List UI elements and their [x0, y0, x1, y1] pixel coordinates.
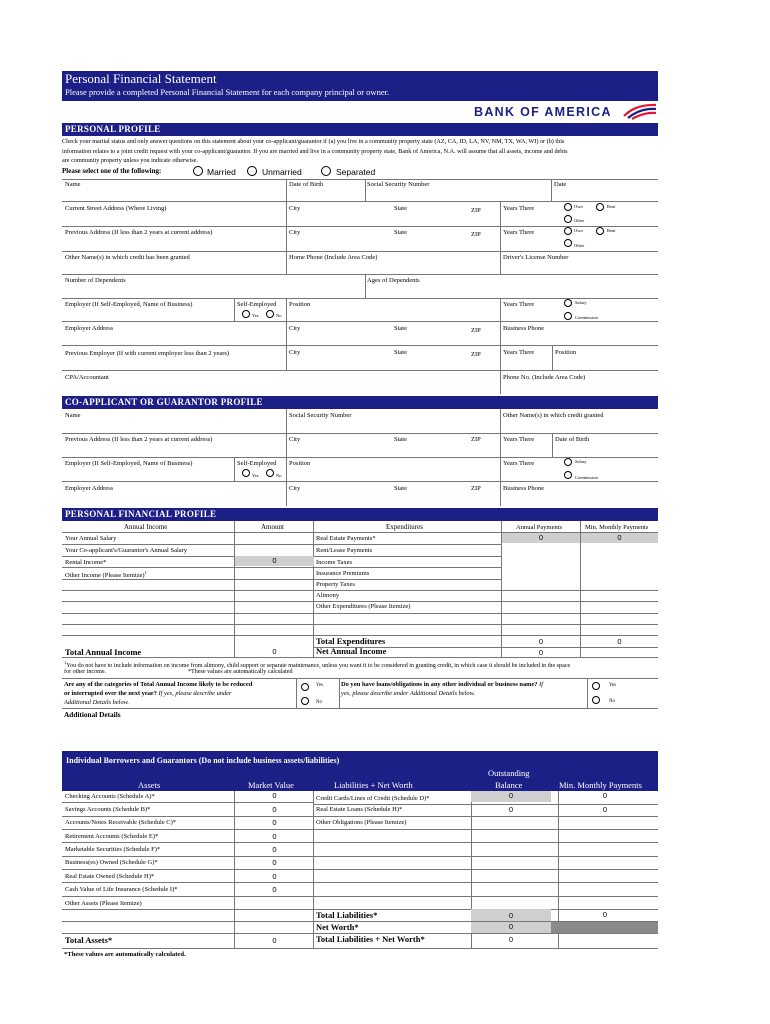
- expense-row-alimony: Alimony: [316, 592, 340, 599]
- coapp-name-label: Name: [65, 412, 81, 419]
- q1-line-1: Are any of the categories of Total Annual Income likely to be reduced: [64, 681, 253, 688]
- asset-other: Other Assets (Please Itemize): [65, 900, 142, 907]
- expenditures-header: Expenditures: [386, 523, 423, 531]
- current-zip-label: ZIP: [471, 207, 481, 214]
- rental-value: 0: [272, 556, 277, 565]
- prev-employer-years-label: Years There: [503, 349, 535, 356]
- q2-line-1: [341, 681, 543, 688]
- financial-profile-header: PERSONAL FINANCIAL PROFILE: [62, 508, 658, 521]
- q2-yes-label: Yes: [609, 683, 616, 688]
- total-exp-annual: 0: [538, 637, 544, 646]
- asset-retirement: Retirement Accounts (Schedule E)*: [65, 833, 159, 840]
- additional-details-label: Additional Details: [64, 710, 121, 719]
- liab-other: Other Obligations (Please Itemize): [316, 819, 407, 826]
- income-row-rental: Rental Income*: [65, 559, 107, 566]
- previous-employer-label: Previous Employer (If with current employer less than 2 years): [65, 350, 230, 357]
- coapp-zip-label: ZIP: [471, 436, 481, 443]
- prev-rent-label: Rent: [607, 228, 616, 233]
- liab-credit-cards: Credit Cards/Lines of Credit (Schedule D)*: [316, 795, 430, 802]
- form-header: [62, 71, 658, 101]
- intro-line-2: information relates to a joint credit request with your co-applicant/guarantor. If you are married and live in a community property state, Bank of America, N.A. will assume that all assets, income and debts: [62, 148, 568, 155]
- coapp-position-label: Position: [289, 460, 311, 467]
- coapp-self-employed-yes-radio[interactable]: [242, 469, 250, 477]
- tl-min: 0: [602, 910, 608, 919]
- total-assets-label: Total Assets*: [65, 935, 113, 945]
- coapp-city-label: City: [289, 436, 301, 443]
- prev-other-radio[interactable]: [564, 239, 572, 247]
- unmarried-label: Unmarried: [262, 167, 302, 177]
- asset-real-estate: Real Estate Owned (Schedule H)*: [65, 873, 155, 880]
- current-city-label: City: [289, 205, 301, 212]
- previous-zip-label: ZIP: [471, 231, 481, 238]
- q2-line-2: yes, please describe under Additional Details below.: [341, 690, 475, 697]
- asset-checking: Checking Accounts (Schedule A)*: [65, 793, 155, 800]
- personal-profile-header: PERSONAL PROFILE: [62, 123, 658, 136]
- form-subtitle: Please provide a completed Personal Financial Statement for each company principal or owner.: [65, 87, 390, 97]
- coapp-other-names-label: Other Name(s) in which credit granted: [503, 412, 604, 419]
- income-row-salary: Your Annual Salary: [65, 535, 117, 542]
- coapp-prev-address-label: Previous Address (If less than 2 years at current address): [65, 436, 213, 443]
- total-liabilities-label: Total Liabilities*: [316, 910, 378, 920]
- asset-savings: Savings Accounts (Schedule B)*: [65, 806, 151, 813]
- intro-line-1: Check your marital status and only answer questions on this statement about your co-applicant/guarantor if (a) you live in a community property state (AZ, CA, ID, LA, NV, NM, TX, WA, WI) or (b) this: [62, 138, 565, 145]
- q1-line-2-italic: If yes, please describe under: [156, 690, 232, 697]
- previous-state-label: State: [394, 229, 407, 236]
- prev-employer-city-label: City: [289, 349, 301, 356]
- net-worth-label: Net Worth*: [316, 922, 359, 932]
- home-phone-label: Home Phone (Include Area Code): [289, 254, 378, 261]
- assets-header: Assets: [138, 780, 161, 790]
- other-label: Other: [574, 218, 585, 223]
- coapp-salary-label: Salary: [575, 459, 587, 464]
- dependents-label: Number of Dependents: [65, 277, 126, 284]
- liab-header: Liabilities + Net Worth: [334, 780, 413, 790]
- current-state-label: State: [394, 205, 407, 212]
- asset-receivables-value: 0: [272, 818, 277, 827]
- q2-yes-radio[interactable]: [592, 682, 600, 690]
- q1-yes-radio[interactable]: [301, 683, 309, 691]
- previous-years-label: Years There: [503, 229, 535, 236]
- cpa-phone-label: Phone No. (Include Area Code): [503, 374, 586, 381]
- asset-business: Business(es) Owned (Schedule G)*: [65, 859, 158, 866]
- coapp-commission-radio[interactable]: [564, 471, 572, 479]
- prev-employer-state-label: State: [394, 349, 407, 356]
- position-label: Position: [289, 301, 311, 308]
- amount-header: Amount: [261, 523, 284, 531]
- income-row-other-text: Other Income (Please Itemize): [65, 572, 145, 580]
- unmarried-radio[interactable]: [247, 166, 257, 176]
- outstanding-header-2: Balance: [495, 780, 523, 790]
- employer-years-label: Years There: [503, 301, 535, 308]
- borrowers-auto-note: *These values are automatically calculated.: [64, 951, 186, 958]
- prev-other-label: Other: [574, 243, 585, 248]
- coapp-commission-label: Commission: [575, 475, 598, 480]
- expense-row-rent: Rent/Lease Payments: [316, 547, 373, 554]
- q1-line-2-bold: or interrupted over the next year?: [64, 690, 157, 697]
- prev-rent-radio[interactable]: [596, 227, 604, 235]
- expense-row-re: Real Estate Payments*: [316, 535, 376, 542]
- income-row-other-footnote-mark: 1: [144, 570, 147, 575]
- coapp-self-employed-label: Self-Employed: [237, 460, 277, 467]
- expense-row-other: Other Expenditures (Please Itemize): [316, 603, 411, 610]
- self-employed-yes-radio[interactable]: [242, 310, 250, 318]
- borrowers-header: [62, 751, 658, 791]
- coapplicant-header: CO-APPLICANT OR GUARANTOR PROFILE: [62, 396, 658, 409]
- dl-label: Driver's License Number: [503, 254, 569, 261]
- employer-address-label: Employer Address: [65, 325, 114, 332]
- expense-row-insurance: Insurance Premiums: [316, 570, 370, 577]
- asset-life-insurance: Cash Value of Life Insurance (Schedule I)*: [65, 886, 178, 893]
- market-value-header: Market Value: [248, 780, 294, 790]
- nw-dark-cell: [551, 922, 658, 933]
- total-expenditures-label: Total Expenditures: [316, 636, 386, 646]
- rent-label: Rent: [607, 204, 616, 209]
- footnote-1: [64, 660, 570, 670]
- total-income-label: Total Annual Income: [65, 647, 142, 657]
- dob-label: Date of Birth: [289, 181, 324, 188]
- other-radio[interactable]: [564, 215, 572, 223]
- prev-employer-position-label: Position: [555, 349, 577, 356]
- married-radio[interactable]: [193, 166, 203, 176]
- self-employed-no-radio[interactable]: [266, 310, 274, 318]
- coapp-ssn-label: Social Security Number: [289, 412, 352, 419]
- min-monthly-header: Min. Monthly Payments: [585, 524, 649, 531]
- current-address-label: Current Street Address (Where Living): [65, 205, 167, 212]
- married-label: Married: [207, 167, 236, 177]
- total-assets-value: 0: [272, 936, 277, 945]
- cpa-label: CPA/Accountant: [65, 374, 109, 381]
- additional-details-input[interactable]: [62, 720, 658, 750]
- commission-radio[interactable]: [564, 312, 572, 320]
- asset-checking-value: 0: [272, 791, 277, 800]
- q1-no-label: No: [316, 700, 322, 705]
- prev-own-radio[interactable]: [564, 227, 572, 235]
- re-annual-value: 0: [538, 533, 544, 542]
- q1-no-radio[interactable]: [301, 697, 309, 705]
- coapp-self-employed-no-radio[interactable]: [266, 469, 274, 477]
- separated-radio[interactable]: [321, 166, 331, 176]
- asset-life-insurance-value: 0: [272, 885, 277, 894]
- coapp-employer-years-label: Years There: [503, 460, 535, 467]
- outstanding-header-1: Outstanding: [488, 768, 530, 778]
- separated-label: Separated: [336, 167, 376, 177]
- asset-savings-value: 0: [272, 805, 277, 814]
- total-exp-monthly: 0: [617, 637, 622, 646]
- coapp-employer-zip-label: ZIP: [471, 485, 481, 492]
- asset-securities-value: 0: [272, 845, 277, 854]
- previous-address-label: Previous Address (If less than 2 years at current address): [65, 229, 213, 236]
- annual-income-header: Annual Income: [124, 523, 168, 531]
- salary-radio[interactable]: [564, 299, 572, 307]
- total-income-value: 0: [272, 647, 277, 656]
- asset-real-estate-value: 0: [272, 872, 277, 881]
- coapp-no-label: No: [276, 473, 282, 478]
- rent-radio[interactable]: [596, 203, 604, 211]
- q1-line-2: [64, 690, 232, 697]
- annual-payments-header: Annual Payments: [516, 524, 563, 531]
- coapp-business-phone-label: Business Phone: [503, 485, 544, 492]
- current-years-label: Years There: [503, 205, 535, 212]
- employer-label: Employer (If Self-Employed, Name of Business): [65, 301, 193, 308]
- coapp-dob-label: Date of Birth: [555, 436, 590, 443]
- net-annual-label: Net Annual Income: [316, 646, 387, 656]
- previous-city-label: City: [289, 229, 301, 236]
- coapp-yes-label: Yes: [252, 473, 259, 478]
- asset-securities: Marketable Securities (Schedule F)*: [65, 846, 161, 853]
- q1-yes-label: Yes: [316, 683, 323, 688]
- asset-receivables: Accounts/Notes Receivable (Schedule C)*: [65, 819, 177, 826]
- coapp-employer-address-label: Employer Address: [65, 485, 114, 492]
- ages-label: Ages of Dependents: [367, 277, 420, 284]
- q2-no-label: No: [609, 699, 615, 704]
- bank-logo: [474, 101, 658, 121]
- tln-value: 0: [508, 935, 514, 944]
- asset-retirement-value: 0: [272, 832, 277, 841]
- liab-real-estate: Real Estate Loans (Schedule H)*: [316, 806, 403, 813]
- expense-row-property-taxes: Property Taxes: [316, 581, 355, 588]
- ssn-label: Social Security Number: [367, 181, 430, 188]
- employer-city-label: City: [289, 325, 301, 332]
- bank-logo-text: BANK OF AMERICA: [474, 105, 612, 119]
- liab-real-estate-min: 0: [602, 805, 608, 814]
- footnote-1-text: You do not have to include information on income from alimony, child support or separate maintenance, unless you want it to be considered in granting credit, in which case it should be included in the space: [66, 663, 571, 670]
- own-label: Own: [574, 204, 583, 209]
- liab-real-estate-bal: 0: [508, 805, 514, 814]
- date-label: Date: [554, 181, 567, 188]
- coapp-employer-city-label: City: [289, 485, 301, 492]
- q2-no-radio[interactable]: [592, 696, 600, 704]
- income-row-coapp-salary: Your Co-applicant's/Guarantor's Annual Salary: [65, 547, 188, 554]
- name-label: Name: [65, 181, 81, 188]
- q2-line-1-italic: If: [537, 681, 544, 688]
- flag-logo-icon: [622, 102, 658, 120]
- nw-value: 0: [508, 922, 514, 931]
- q2-line-1-bold: Do you have loans/obligations in any other individual or business name?: [341, 681, 538, 688]
- employer-state-label: State: [394, 325, 407, 332]
- prev-employer-zip-label: ZIP: [471, 351, 481, 358]
- coapp-salary-radio[interactable]: [564, 458, 572, 466]
- expense-row-taxes: Income Taxes: [316, 559, 353, 566]
- employer-zip-label: ZIP: [471, 327, 481, 334]
- asset-business-value: 0: [272, 858, 277, 867]
- re-monthly-value: 0: [617, 533, 622, 542]
- coapp-employer-label: Employer (If Self-Employed, Name of Business): [65, 460, 193, 467]
- q1-line-3: Additional Details below.: [64, 699, 130, 706]
- tl-bal: 0: [508, 911, 514, 920]
- salary-label: Salary: [575, 300, 587, 305]
- coapp-employer-state-label: State: [394, 485, 407, 492]
- prev-own-label: Own: [574, 228, 583, 233]
- auto-calc-note: *These values are automatically calculated: [188, 669, 293, 675]
- net-annual-value: 0: [538, 648, 544, 657]
- footnote-1b: for other income.: [64, 669, 107, 675]
- footnote-1-mark: 1: [64, 660, 67, 665]
- coapp-years-label: Years There: [503, 436, 535, 443]
- other-names-label: Other Name(s) in which credit has been granted: [65, 254, 190, 261]
- own-radio[interactable]: [564, 203, 572, 211]
- marital-select-label: Please select one of the following:: [62, 167, 162, 175]
- liab-credit-cards-bal: 0: [508, 791, 514, 800]
- commission-label: Commission: [575, 315, 598, 320]
- min-monthly-header-2: Min. Monthly Payments: [559, 780, 642, 790]
- borrowers-title: Individual Borrowers and Guarantors (Do not include business assets/liabilities): [66, 756, 340, 765]
- intro-line-3: are community property unless you indicate otherwise.: [62, 157, 198, 164]
- self-employed-label: Self-Employed: [237, 301, 277, 308]
- coapp-state-label: State: [394, 436, 407, 443]
- liab-credit-cards-min: 0: [602, 791, 608, 800]
- self-employed-yes-label: Yes: [252, 313, 259, 318]
- form-title: Personal Financial Statement: [65, 71, 217, 86]
- business-phone-label: Business Phone: [503, 325, 544, 332]
- total-ln-label: Total Liabilities + Net Worth*: [316, 934, 425, 944]
- self-employed-no-label: No: [276, 313, 282, 318]
